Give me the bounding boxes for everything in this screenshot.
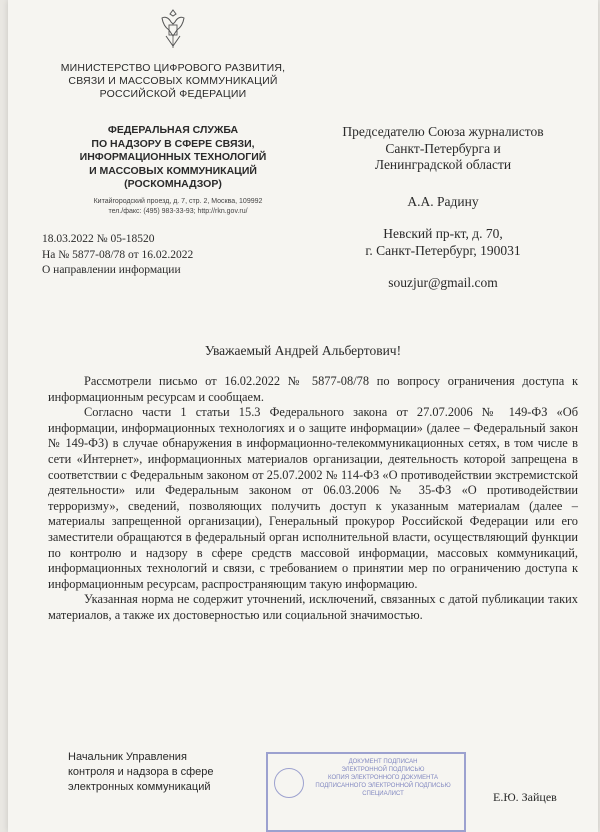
ministry-header (48, 62, 298, 101)
letter-page (8, 0, 598, 832)
address: Китайгородский проезд, д. 7, стр. 2, Москва, 109992 (93, 198, 263, 205)
stamp-line: ПОДПИСАННОГО ЭЛЕКТРОННОЙ ПОДПИСЬЮ (315, 783, 451, 789)
outgoing-number: 18.03.2022 № 05-18520 (42, 233, 155, 245)
recipient-street: Невский пр-кт, д. 70, (383, 226, 503, 241)
service-line: И МАССОВЫХ КОММУНИКАЦИЙ (89, 164, 257, 177)
recipient-title: Ленинградской области (374, 157, 512, 172)
coat-of-arms-icon (156, 6, 190, 52)
subject: О направлении информации (42, 264, 181, 276)
recipient-email: souzjur@gmail.com (388, 275, 498, 290)
stamp-line: КОПИЯ ЭЛЕКТРОННОГО ДОКУМЕНТА (328, 775, 438, 781)
signatory-title-line: контроля и надзора в сфере (68, 766, 214, 778)
stamp-line: СПЕЦИАЛИСТ (362, 791, 404, 797)
paragraph: Согласно части 1 статьи 15.3 Федерального закона от 27.07.2006 № 149-ФЗ «Об информации, информационных технологиях и о защите информации» (далее – Федеральный закон № 149-ФЗ) в случае обнаружения в информационно-телекоммуникационных сетях, в том числе в сети «Интернет», информационных материалов организации, деятельность которой запрещена в соответствии с Федеральным законом от 25.07.2002 № 114-ФЗ «О противодействии экстремистской деятельности» или Федеральным законом от 06.03.2006 № 35-ФЗ «О противодействии терроризму», сведений, позволяющих получить доступ к указанным материалам (далее – материалы запрещенной организации), Генеральный прокурор Российской Федерации или его заместители обращаются в федеральный орган исполнительной власти, осуществляющий функции по контролю и надзору в сфере средств массовой информации, массовых коммуникаций, информационных технологий и связи, с требованием о принятии мер по ограничению доступа к информационным ресурсам, распространяющим такую информацию. (48, 405, 578, 591)
letter-body (48, 374, 578, 624)
ministry-line: МИНИСТЕРСТВО ЦИФРОВОГО РАЗВИТИЯ, (60, 62, 286, 74)
signatory-title (68, 750, 268, 795)
signatory-title-line: Начальник Управления (68, 751, 187, 763)
electronic-signature-stamp (266, 752, 466, 832)
contacts (58, 197, 298, 217)
service-header (48, 124, 298, 192)
recipient-title: Председателю Союза журналистов (342, 124, 544, 139)
signatory-title-line: электронных коммуникаций (68, 781, 211, 793)
phone-fax: тел./факс: (495) 983-33-93; http://rkn.gov.ru/ (108, 208, 248, 215)
recipient-name: А.А. Радину (407, 193, 479, 209)
paragraph: Рассмотрели письмо от 16.02.2022 № 5877-08/78 по вопросу ограничения доступа к информационным ресурсам и сообщаем. (48, 374, 578, 404)
recipient-title: Санкт-Петербурга и (385, 140, 501, 156)
recipient-block (308, 124, 578, 292)
incoming-number: На № 5877-08/78 от 16.02.2022 (42, 248, 194, 261)
ministry-line: РОССИЙСКОЙ ФЕДЕРАЦИИ (99, 88, 247, 100)
greeting: Уважаемый Андрей Альбертович! (204, 343, 402, 358)
service-line: ПО НАДЗОРУ В СФЕРЕ СВЯЗИ, (91, 137, 255, 150)
service-line: ИНФОРМАЦИОННЫХ ТЕХНОЛОГИЙ (79, 151, 267, 163)
service-line: ФЕДЕРАЛЬНАЯ СЛУЖБА (107, 124, 239, 136)
signatory-name: Е.Ю. Зайцев (493, 790, 557, 804)
stamp-line: ДОКУМЕНТ ПОДПИСАН (348, 759, 418, 765)
seal-icon (274, 768, 304, 798)
service-line: (РОСКОМНАДЗОР) (124, 178, 222, 190)
paragraph: Указанная норма не содержит уточнений, исключений, связанных с датой публикации таких материалов, а также их достоверностью или социальной значимостью. (48, 592, 578, 622)
stamp-line: ЭЛЕКТРОННОЙ ПОДПИСЬЮ (341, 767, 425, 773)
ministry-line: СВЯЗИ И МАССОВЫХ КОММУНИКАЦИЙ (68, 75, 278, 87)
recipient-city: г. Санкт-Петербург, 190031 (365, 242, 521, 258)
document-references (42, 232, 292, 279)
